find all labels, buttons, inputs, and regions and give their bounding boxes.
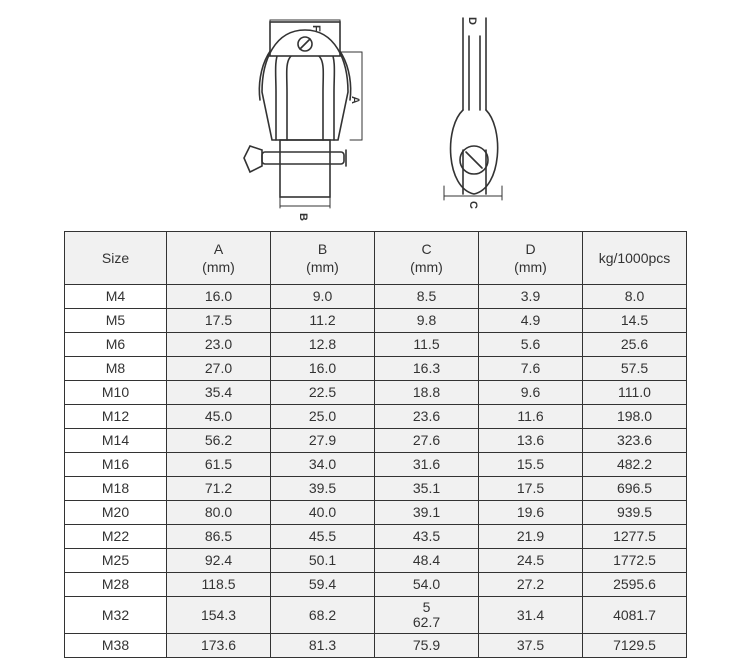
table-row xyxy=(65,501,687,525)
size-cell: M16 xyxy=(65,453,167,477)
c-cell: 31.6 xyxy=(375,453,479,477)
weight-cell: 7129.5 xyxy=(583,634,687,658)
header-c: C (mm) xyxy=(375,232,479,285)
size-cell: M28 xyxy=(65,573,167,597)
a-cell: 17.5 xyxy=(167,309,271,333)
d-cell: 11.6 xyxy=(479,405,583,429)
d-cell: 24.5 xyxy=(479,549,583,573)
c-cell: 5 62.7 xyxy=(375,597,479,634)
table-row xyxy=(65,285,687,309)
c-cell: 11.5 xyxy=(375,333,479,357)
table-row xyxy=(65,525,687,549)
c-cell: 75.9 xyxy=(375,634,479,658)
label-c: C xyxy=(467,201,479,209)
table-row xyxy=(65,453,687,477)
label-a: A xyxy=(349,96,361,104)
table-row xyxy=(65,333,687,357)
a-cell: 118.5 xyxy=(167,573,271,597)
b-cell: 25.0 xyxy=(271,405,375,429)
b-cell: 40.0 xyxy=(271,501,375,525)
c-cell: 27.6 xyxy=(375,429,479,453)
weight-cell: 25.6 xyxy=(583,333,687,357)
d-cell: 3.9 xyxy=(479,285,583,309)
size-cell: M38 xyxy=(65,634,167,658)
weight-cell: 4081.7 xyxy=(583,597,687,634)
a-cell: 45.0 xyxy=(167,405,271,429)
c-cell: 54.0 xyxy=(375,573,479,597)
front-view xyxy=(244,22,351,197)
table-row xyxy=(65,429,687,453)
d-cell: 27.2 xyxy=(479,573,583,597)
size-cell: M10 xyxy=(65,381,167,405)
c-cell: 8.5 xyxy=(375,285,479,309)
weight-cell: 198.0 xyxy=(583,405,687,429)
weight-cell: 2595.6 xyxy=(583,573,687,597)
weight-cell: 1277.5 xyxy=(583,525,687,549)
weight-cell: 1772.5 xyxy=(583,549,687,573)
c-cell: 9.8 xyxy=(375,309,479,333)
b-cell: 11.2 xyxy=(271,309,375,333)
c-cell: 18.8 xyxy=(375,381,479,405)
size-cell: M18 xyxy=(65,477,167,501)
weight-cell: 14.5 xyxy=(583,309,687,333)
a-cell: 154.3 xyxy=(167,597,271,634)
b-cell: 9.0 xyxy=(271,285,375,309)
header-row xyxy=(65,232,687,285)
b-cell: 16.0 xyxy=(271,357,375,381)
c-cell: 35.1 xyxy=(375,477,479,501)
a-cell: 61.5 xyxy=(167,453,271,477)
b-cell: 81.3 xyxy=(271,634,375,658)
a-cell: 23.0 xyxy=(167,333,271,357)
weight-cell: 939.5 xyxy=(583,501,687,525)
a-cell: 71.2 xyxy=(167,477,271,501)
d-cell: 17.5 xyxy=(479,477,583,501)
size-cell: M14 xyxy=(65,429,167,453)
b-cell: 45.5 xyxy=(271,525,375,549)
a-cell: 86.5 xyxy=(167,525,271,549)
size-cell: M8 xyxy=(65,357,167,381)
weight-cell: 111.0 xyxy=(583,381,687,405)
a-cell: 35.4 xyxy=(167,381,271,405)
size-cell: M4 xyxy=(65,285,167,309)
header-d: D (mm) xyxy=(479,232,583,285)
table-row xyxy=(65,549,687,573)
weight-cell: 323.6 xyxy=(583,429,687,453)
d-cell: 31.4 xyxy=(479,597,583,634)
table-row xyxy=(65,381,687,405)
size-cell: M22 xyxy=(65,525,167,549)
label-d: D xyxy=(466,17,478,25)
c-cell: 23.6 xyxy=(375,405,479,429)
a-cell: 173.6 xyxy=(167,634,271,658)
b-cell: 27.9 xyxy=(271,429,375,453)
table-row xyxy=(65,573,687,597)
b-cell: 12.8 xyxy=(271,333,375,357)
b-cell: 22.5 xyxy=(271,381,375,405)
d-cell: 9.6 xyxy=(479,381,583,405)
size-cell: M12 xyxy=(65,405,167,429)
d-cell: 21.9 xyxy=(479,525,583,549)
weight-cell: 482.2 xyxy=(583,453,687,477)
c-cell: 43.5 xyxy=(375,525,479,549)
header-size: Size xyxy=(65,232,167,285)
label-b: B xyxy=(297,213,309,221)
b-cell: 68.2 xyxy=(271,597,375,634)
a-cell: 16.0 xyxy=(167,285,271,309)
size-cell: M6 xyxy=(65,333,167,357)
header-a: A (mm) xyxy=(167,232,271,285)
table-row xyxy=(65,634,687,658)
b-cell: 39.5 xyxy=(271,477,375,501)
size-cell: M20 xyxy=(65,501,167,525)
table-row xyxy=(65,477,687,501)
size-cell: M5 xyxy=(65,309,167,333)
shackle-diagram xyxy=(0,0,750,230)
table-row xyxy=(65,405,687,429)
b-cell: 59.4 xyxy=(271,573,375,597)
weight-cell: 696.5 xyxy=(583,477,687,501)
d-cell: 7.6 xyxy=(479,357,583,381)
header-b: B (mm) xyxy=(271,232,375,285)
b-cell: 34.0 xyxy=(271,453,375,477)
b-cell: 50.1 xyxy=(271,549,375,573)
d-cell: 13.6 xyxy=(479,429,583,453)
d-cell: 15.5 xyxy=(479,453,583,477)
d-cell: 5.6 xyxy=(479,333,583,357)
a-cell: 56.2 xyxy=(167,429,271,453)
size-cell: M32 xyxy=(65,597,167,634)
c-cell: 48.4 xyxy=(375,549,479,573)
a-cell: 92.4 xyxy=(167,549,271,573)
table-row xyxy=(65,309,687,333)
spec-table xyxy=(64,231,687,658)
a-cell: 80.0 xyxy=(167,501,271,525)
d-cell: 4.9 xyxy=(479,309,583,333)
table-row xyxy=(65,597,687,634)
a-cell: 27.0 xyxy=(167,357,271,381)
side-view xyxy=(451,18,498,194)
table-row xyxy=(65,357,687,381)
d-cell: 37.5 xyxy=(479,634,583,658)
weight-cell: 8.0 xyxy=(583,285,687,309)
weight-cell: 57.5 xyxy=(583,357,687,381)
d-cell: 19.6 xyxy=(479,501,583,525)
c-cell: 16.3 xyxy=(375,357,479,381)
header-weight: kg/1000pcs xyxy=(583,232,687,285)
c-cell: 39.1 xyxy=(375,501,479,525)
size-cell: M25 xyxy=(65,549,167,573)
label-f: F xyxy=(310,25,322,32)
